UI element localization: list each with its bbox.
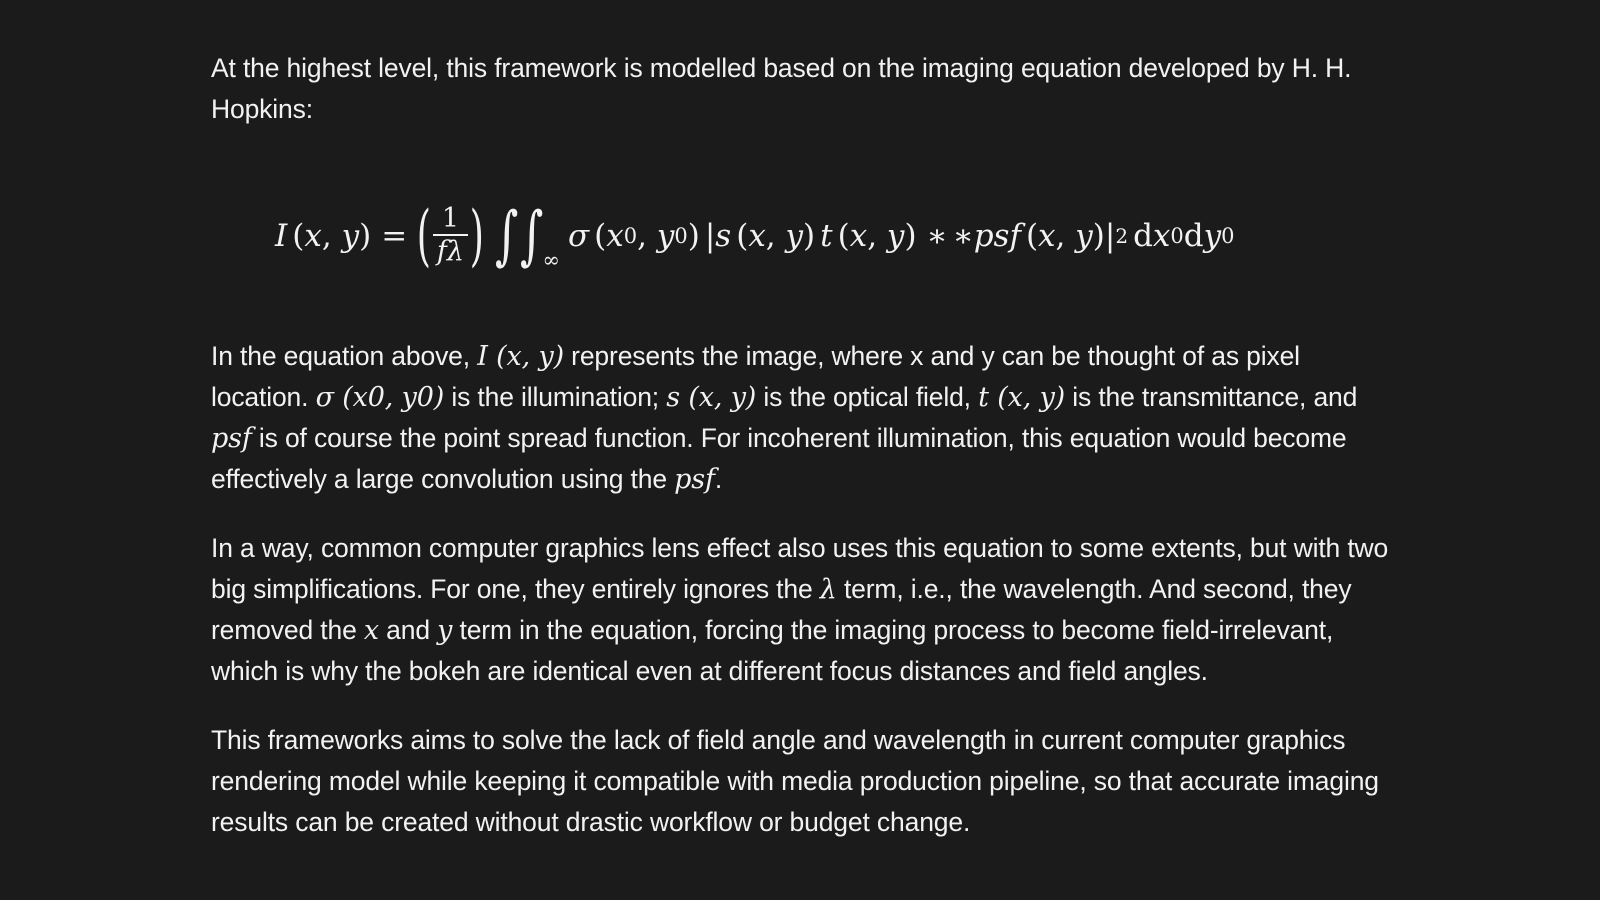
math-psf: psf xyxy=(674,464,715,495)
math-lambda: λ xyxy=(819,574,837,605)
math-psf: psf xyxy=(211,423,252,454)
math-x: x xyxy=(363,615,379,646)
equation-lhs: I xyxy=(275,218,288,254)
hopkins-imaging-equation: I ( x , y ) = ( $\frac{1}{f\lambda}$ ) ∫ ∫ ∞ σ ( x 0 , y 0 ) | s ( x , y ) t ( x , y ) ∗ ∗ psf ( x , y ) | 2 d x 0 d y 0 xyxy=(275,197,1235,274)
math-y: y xyxy=(437,615,453,646)
math-optical-field: s (x, y) xyxy=(666,382,757,413)
integral-limit: ∞ xyxy=(542,248,560,272)
math-image-function: I (x, y) xyxy=(477,341,564,372)
integral-sign: ∫ xyxy=(494,199,519,273)
math-transmittance: t (x, y) xyxy=(978,382,1066,413)
equation-fraction: $\frac{1}{f\lambda}$ xyxy=(433,204,468,268)
framework-aim-paragraph: This frameworks aims to solve the lack of field angle and wavelength in current computer graphics rendering model while keeping it compatible with media production pipeline, so that accurate imaging results can be created without drastic workflow or budget change. xyxy=(211,725,1379,837)
simplifications-paragraph: In a way, common computer graphics lens effect also uses this equation to some extents, but with two big simplifications. For one, they entirely ignores the λ term, i.e., the wavelength. And second, they removed the x and y term in the equation, forcing the imaging process to become field-irrelevant, which is why the bokeh are identical even at different focus distances and field angles. xyxy=(211,533,1389,686)
math-illumination: σ (x0, y0) xyxy=(315,382,445,413)
intro-paragraph: At the highest level, this framework is modelled based on the imaging equation developed by H. H. Hopkins: xyxy=(211,53,1352,124)
article-body xyxy=(211,48,1401,130)
equation-explanation-paragraph: In the equation above, I (x, y) represents the image, where x and y can be thought of as pixel location. σ (x0, y0) is the illumination; s (x, y) is the optical field, t (x, y) is the transmittance, and psf is of course the point spread function. For incoherent illumination, this equation would become effectively a large convolution using the psf. xyxy=(211,341,1358,495)
article-body-continued xyxy=(211,336,1401,843)
integral-sign: ∫ xyxy=(520,199,544,273)
